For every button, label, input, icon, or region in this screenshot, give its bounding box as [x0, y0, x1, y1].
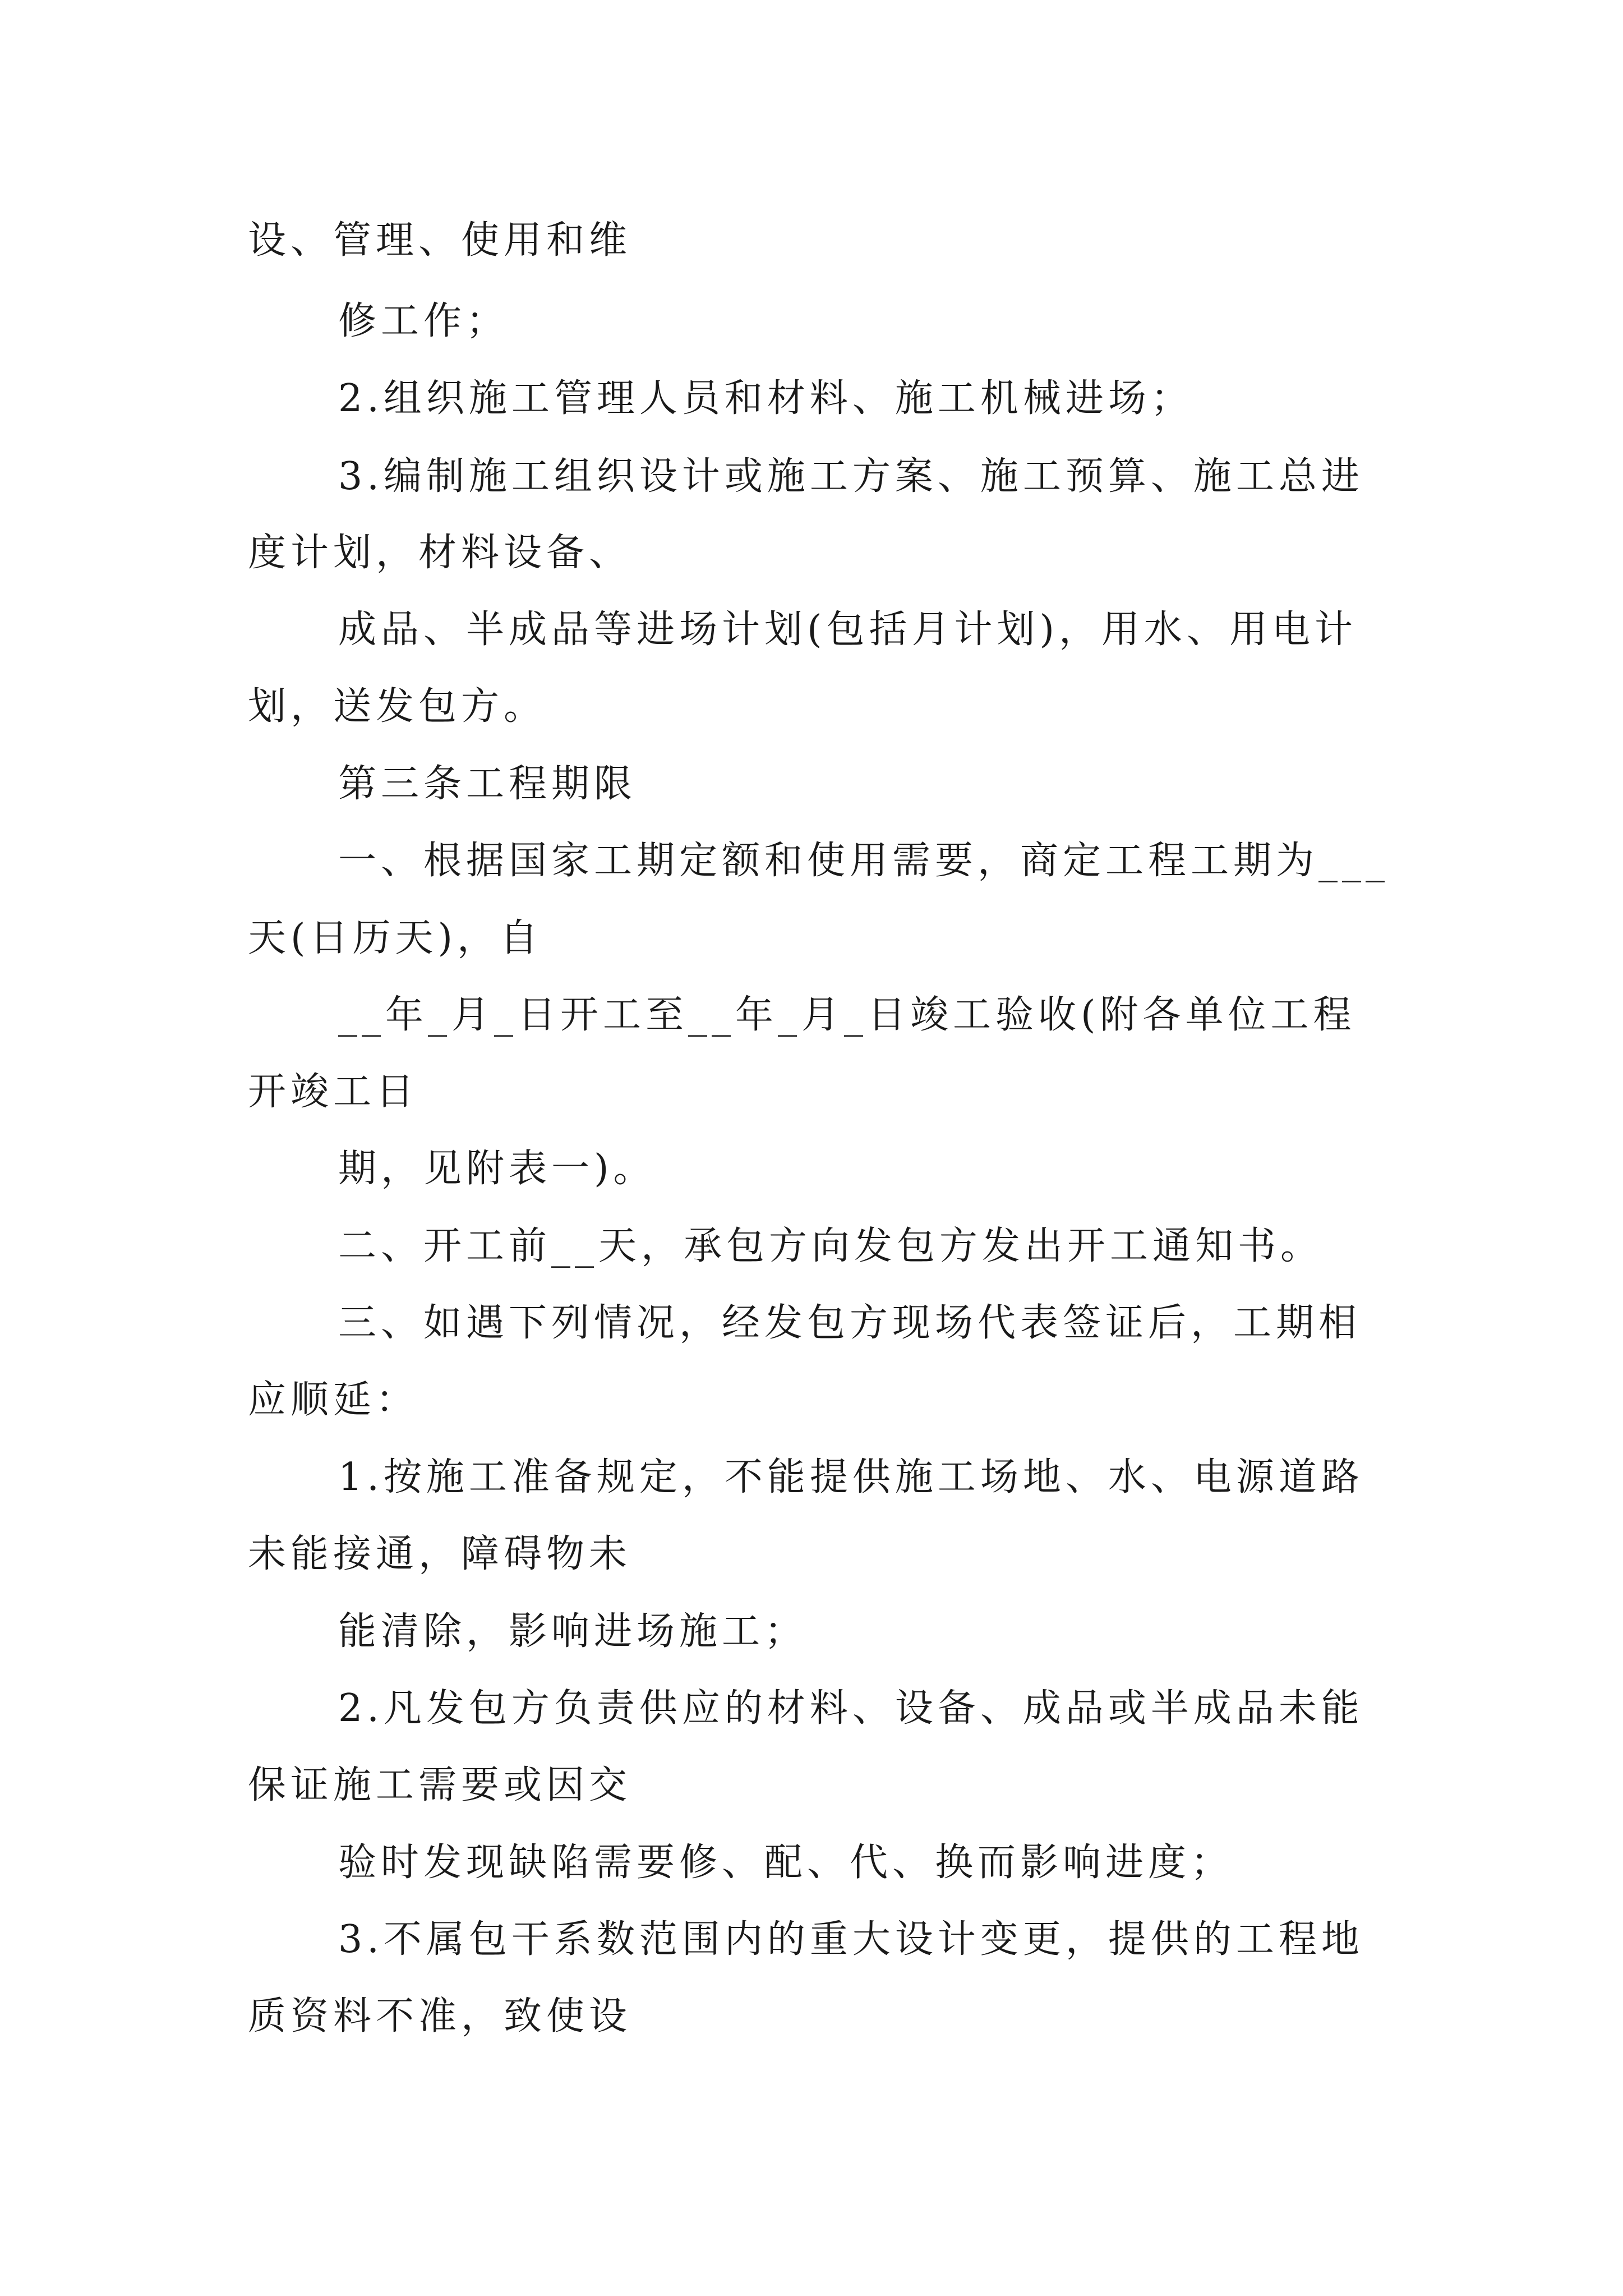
text-line: 质资料不准，致使设 — [248, 1994, 632, 2039]
text-line: 保证施工需要或因交 — [248, 1763, 632, 1807]
text-line: 能清除，影响进场施工； — [338, 1609, 808, 1654]
text-line: 成品、半成品等进场计划(包括月计划)，用水、用电计 — [338, 608, 1358, 652]
text-line: 验时发现缺陷需要修、配、代、换而影响进度； — [338, 1841, 1234, 1885]
section-heading: 第三条工程期限 — [338, 762, 637, 806]
text-line: 开竣工日 — [248, 1070, 419, 1114]
text-line: 应顺延： — [248, 1378, 419, 1422]
text-line: 天(日历天)，自 — [248, 916, 543, 960]
text-line: 3.不属包干系数范围内的重大设计变更，提供的工程地 — [338, 1917, 1364, 1962]
text-line: 2.凡发包方负责供应的材料、设备、成品或半成品未能 — [338, 1686, 1364, 1731]
text-line: 三、如遇下列情况，经发包方现场代表签证后，工期相 — [338, 1301, 1362, 1345]
text-line: 未能接通，障碍物未 — [248, 1532, 632, 1576]
text-line: 2.组织施工管理人员和材料、施工机械进场； — [338, 376, 1193, 421]
text-line: 一、根据国家工期定额和使用需要，商定工程工期为___ — [338, 839, 1390, 883]
text-line: __年_月_日开工至__年_月_日竣工验收(附各单位工程 — [338, 993, 1356, 1037]
text-line: 3.编制施工组织设计或施工方案、施工预算、施工总进 — [338, 454, 1364, 499]
text-line: 划，送发包方。 — [248, 684, 547, 729]
text-line: 1.按施工准备规定，不能提供施工场地、水、电源道路 — [338, 1455, 1364, 1499]
text-line: 度计划，材料设备、 — [248, 531, 632, 575]
text-line: 二、开工前__天，承包方向发包方发出开工通知书。 — [338, 1224, 1324, 1268]
text-line: 修工作； — [338, 299, 509, 343]
text-line: 设、管理、使用和维 — [248, 218, 632, 263]
text-line: 期，见附表一)。 — [338, 1147, 656, 1191]
